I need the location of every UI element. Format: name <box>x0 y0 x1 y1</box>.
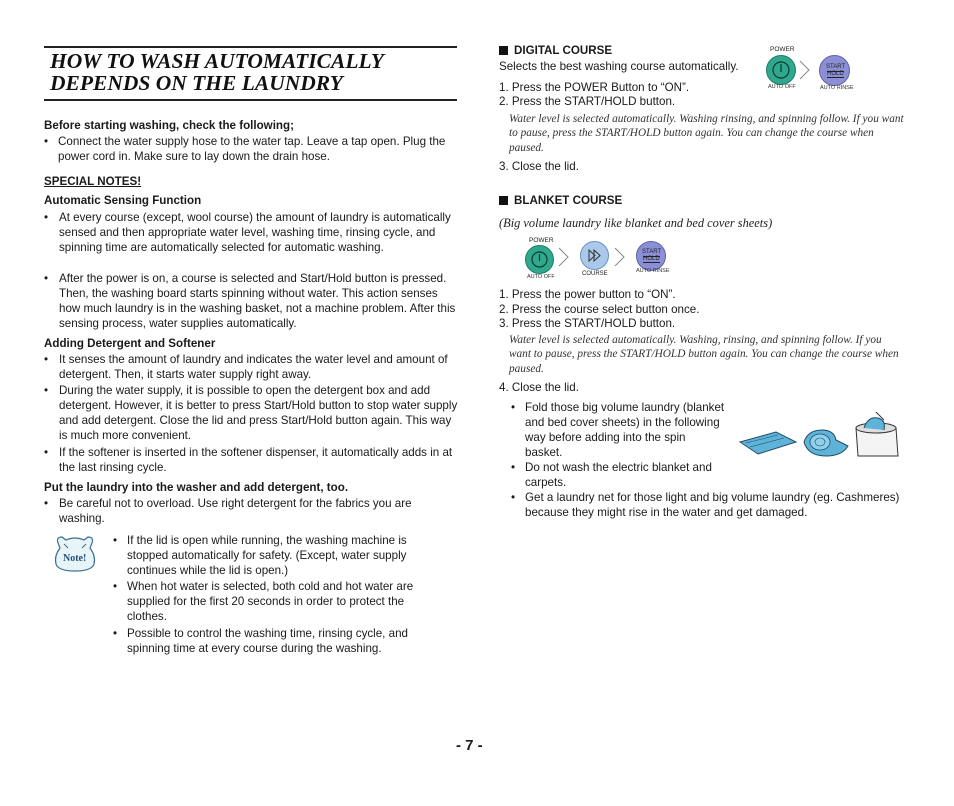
blanket-course-heading: BLANKET COURSE <box>499 193 622 208</box>
start-hold-button: START HOLD <box>819 55 850 86</box>
auto-rinse-label: AUTO RINSE <box>820 85 854 91</box>
page-title <box>50 50 460 94</box>
power-icon <box>767 56 795 84</box>
digital-step-1: 1. Press the POWER Button to “ON”. <box>499 81 690 94</box>
auto-rinse-label: AUTO RINSE <box>636 268 670 274</box>
sensing-heading: Automatic Sensing Function <box>44 194 202 207</box>
page-title-line2: DEPENDS ON THE LAUNDRY <box>50 71 343 95</box>
digital-desc: Selects the best washing course automatically. <box>499 60 739 73</box>
power-icon <box>526 246 553 273</box>
power-label: POWER <box>529 237 554 244</box>
detergent-heading: Adding Detergent and Softener <box>44 337 216 350</box>
auto-off-label: AUTO OFF <box>768 84 796 90</box>
page-title-line1: HOW TO WASH AUTOMATICALLY <box>50 49 384 73</box>
blanket-step-3: 3. Press the START/HOLD button. <box>499 317 676 330</box>
title-top-rule <box>44 46 457 48</box>
course-label: COURSE <box>582 271 608 277</box>
blanket-step-4: 4. Close the lid. <box>499 381 579 394</box>
chevron-right-icon <box>614 247 626 271</box>
chevron-right-icon <box>558 247 570 271</box>
note-label: Note! <box>63 553 87 564</box>
fast-forward-icon <box>581 242 608 269</box>
blanket-note: Water level is selected automatically. Washing, rinsing, and spinning follow. If you want to pause, press the START/HOLD button again. You can change the course when paused. <box>509 334 899 375</box>
square-bullet-icon <box>499 196 508 205</box>
digital-step-3: 3. Close the lid. <box>499 160 579 173</box>
blanket-subtitle: (Big volume laundry like blanket and bed cover sheets) <box>499 216 773 230</box>
power-label: POWER <box>770 46 795 53</box>
blanket-step-1: 1. Press the power button to “ON”. <box>499 288 676 301</box>
square-bullet-icon <box>499 46 508 55</box>
start-hold-button: START HOLD <box>636 241 666 271</box>
digital-course-heading: DIGITAL COURSE <box>499 43 612 58</box>
auto-off-label: AUTO OFF <box>527 274 555 280</box>
page-number: - 7 - <box>456 737 483 754</box>
blanket-folding-illustration <box>738 412 913 462</box>
title-bottom-rule <box>44 99 457 101</box>
digital-note: Water level is selected automatically. Washing rinsing, and spinning follow. If you want to pause, press the START/HOLD button again. You can change the course when paused. <box>509 113 904 154</box>
chevron-right-icon <box>799 60 811 84</box>
power-button <box>525 245 554 274</box>
special-notes-heading: SPECIAL NOTES! <box>44 175 142 188</box>
power-button <box>766 55 796 85</box>
note-icon <box>50 534 100 574</box>
digital-step-2: 2. Press the START/HOLD button. <box>499 95 676 108</box>
before-heading: Before starting washing, check the following; <box>44 119 294 132</box>
course-button <box>580 241 609 270</box>
blanket-step-2: 2. Press the course select button once. <box>499 303 700 316</box>
put-heading: Put the laundry into the washer and add detergent, too. <box>44 481 349 494</box>
